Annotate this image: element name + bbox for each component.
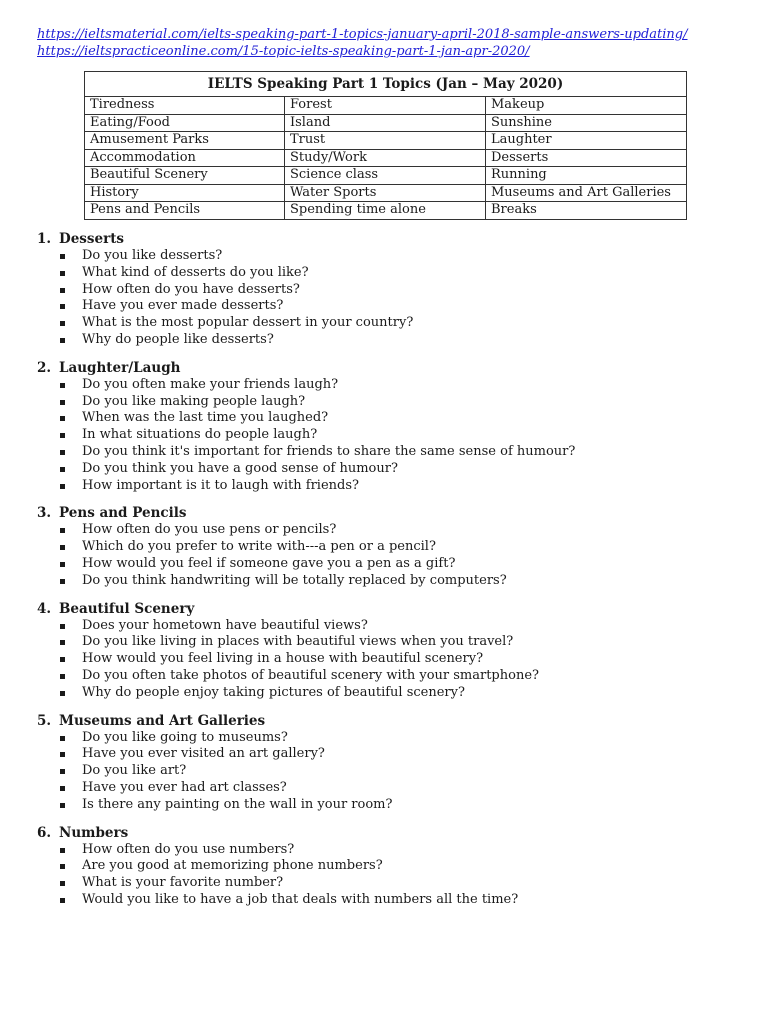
question-list (37, 842, 737, 909)
table-cell: Science class (285, 167, 486, 185)
table-row (85, 184, 687, 202)
question-item (82, 265, 737, 282)
question-item (82, 461, 737, 478)
question-item (82, 797, 737, 814)
table-cell: Study/Work (285, 149, 486, 167)
question-text: How often do you use pens or pencils? (82, 522, 337, 538)
table-cell: Museums and Art Galleries (486, 184, 687, 202)
question-item (82, 556, 737, 573)
question-text: What is the most popular dessert in your country? (82, 315, 414, 331)
question-text: Do you think handwriting will be totally replaced by computers? (82, 572, 507, 588)
question-text: Have you ever visited an art gallery? (82, 746, 325, 762)
section-heading (37, 230, 737, 248)
question-item (82, 858, 737, 875)
question-item (82, 651, 737, 668)
question-item (82, 746, 737, 763)
table-row (85, 97, 687, 115)
table-cell: Makeup (486, 97, 687, 115)
source-link-2[interactable]: https://ieltspracticeonline.com/15-topic-ielts-speaking-part-1-jan-apr-2020/ (37, 44, 530, 59)
square-bullet-icon (60, 416, 65, 421)
table-row (85, 114, 687, 132)
question-text: What kind of desserts do you like? (82, 264, 309, 280)
question-text: Why do people enjoy taking pictures of beautiful scenery? (82, 684, 465, 700)
question-item (82, 780, 737, 797)
question-list (37, 618, 737, 702)
table-cell: Beautiful Scenery (85, 167, 285, 185)
square-bullet-icon (60, 484, 65, 489)
section-heading (37, 824, 737, 842)
table-title: IELTS Speaking Part 1 Topics (Jan – May 2020) (85, 72, 687, 97)
square-bullet-icon (60, 752, 65, 757)
section-title: Beautiful Scenery (59, 600, 195, 617)
question-item (82, 410, 737, 427)
square-bullet-icon (60, 400, 65, 405)
square-bullet-icon (60, 304, 65, 309)
square-bullet-icon (60, 803, 65, 808)
question-item (82, 618, 737, 635)
question-text: When was the last time you laughed? (82, 410, 329, 426)
topic-section (37, 230, 737, 349)
topic-section (37, 504, 737, 589)
table-body (85, 97, 687, 220)
question-item (82, 522, 737, 539)
question-item (82, 282, 737, 299)
section-number: 4. (37, 600, 52, 617)
section-title: Pens and Pencils (59, 505, 187, 522)
square-bullet-icon (60, 321, 65, 326)
square-bullet-icon (60, 674, 65, 679)
table-cell: Trust (285, 132, 486, 150)
section-number: 5. (37, 712, 52, 729)
square-bullet-icon (60, 864, 65, 869)
question-item (82, 842, 737, 859)
question-text: In what situations do people laugh? (82, 427, 318, 443)
question-text: Does your hometown have beautiful views? (82, 617, 368, 633)
square-bullet-icon (60, 640, 65, 645)
question-text: Which do you prefer to write with---a pen or a pencil? (82, 539, 436, 555)
question-text: Do you like living in places with beautiful views when you travel? (82, 634, 514, 650)
square-bullet-icon (60, 624, 65, 629)
question-text: Why do people like desserts? (82, 331, 274, 347)
square-bullet-icon (60, 769, 65, 774)
table-cell: Pens and Pencils (85, 202, 285, 220)
section-title: Laughter/Laugh (59, 359, 181, 376)
table-row (85, 167, 687, 185)
section-number: 2. (37, 359, 52, 376)
table-cell: Water Sports (285, 184, 486, 202)
table-cell: Running (486, 167, 687, 185)
question-text: Do you think you have a good sense of humour? (82, 460, 398, 476)
question-item (82, 875, 737, 892)
question-text: Do you like going to museums? (82, 729, 288, 745)
square-bullet-icon (60, 657, 65, 662)
section-title: Numbers (59, 824, 129, 841)
question-text: Would you like to have a job that deals with numbers all the time? (82, 891, 519, 907)
table-cell: Tiredness (85, 97, 285, 115)
question-text: Are you good at memorizing phone numbers? (82, 858, 383, 874)
question-list (37, 730, 737, 814)
table-cell: Laughter (486, 132, 687, 150)
question-text: How would you feel living in a house with beautiful scenery? (82, 651, 484, 667)
question-item (82, 668, 737, 685)
question-item (82, 315, 737, 332)
section-heading (37, 504, 737, 522)
section-title: Desserts (59, 231, 125, 247)
source-link-1[interactable]: https://ieltsmaterial.com/ielts-speaking-part-1-topics-january-april-2018-sample-answers-updating/ (37, 27, 688, 42)
question-text: Do you often take photos of beautiful scenery with your smartphone? (82, 667, 539, 683)
question-list (37, 377, 737, 495)
question-item (82, 763, 737, 780)
square-bullet-icon (60, 562, 65, 567)
question-list (37, 522, 737, 589)
table-cell: Amusement Parks (85, 132, 285, 150)
question-text: Have you ever made desserts? (82, 298, 284, 314)
question-item (82, 298, 737, 315)
table-row (85, 202, 687, 220)
question-text: Have you ever had art classes? (82, 779, 287, 795)
table-cell: Breaks (486, 202, 687, 220)
square-bullet-icon (60, 450, 65, 455)
topic-section (37, 824, 737, 909)
question-item (82, 427, 737, 444)
question-text: How often do you use numbers? (82, 841, 295, 857)
question-text: How important is it to laugh with friends? (82, 477, 359, 493)
table-cell: Sunshine (486, 114, 687, 132)
square-bullet-icon (60, 736, 65, 741)
section-number: 3. (37, 505, 52, 522)
question-item (82, 377, 737, 394)
table-header-row (85, 72, 687, 97)
table-cell: Spending time alone (285, 202, 486, 220)
topic-section (37, 712, 737, 814)
topic-sections (37, 230, 737, 919)
square-bullet-icon (60, 433, 65, 438)
question-text: Do you like art? (82, 763, 187, 779)
question-item (82, 634, 737, 651)
section-number: 6. (37, 824, 52, 841)
question-text: What is your favorite number? (82, 875, 284, 891)
square-bullet-icon (60, 271, 65, 276)
question-item (82, 573, 737, 590)
question-item (82, 394, 737, 411)
question-item (82, 332, 737, 349)
section-heading (37, 359, 737, 377)
table-cell: Accommodation (85, 149, 285, 167)
table-cell: Desserts (486, 149, 687, 167)
square-bullet-icon (60, 691, 65, 696)
question-item (82, 539, 737, 556)
square-bullet-icon (60, 528, 65, 533)
question-text: How often do you have desserts? (82, 281, 300, 297)
square-bullet-icon (60, 467, 65, 472)
square-bullet-icon (60, 288, 65, 293)
question-item (82, 478, 737, 495)
table-cell: Forest (285, 97, 486, 115)
table-cell: History (85, 184, 285, 202)
question-text: How would you feel if someone gave you a pen as a gift? (82, 555, 456, 571)
question-text: Do you often make your friends laugh? (82, 376, 339, 392)
question-item (82, 248, 737, 265)
question-item (82, 444, 737, 461)
square-bullet-icon (60, 338, 65, 343)
question-text: Is there any painting on the wall in your room? (82, 796, 393, 812)
topic-section (37, 359, 737, 495)
section-heading (37, 600, 737, 618)
topic-section (37, 600, 737, 702)
question-text: Do you like making people laugh? (82, 393, 306, 409)
square-bullet-icon (60, 545, 65, 550)
question-text: Do you like desserts? (82, 248, 223, 263)
square-bullet-icon (60, 579, 65, 584)
question-item (82, 730, 737, 747)
topics-table (84, 71, 687, 220)
table-cell: Eating/Food (85, 114, 285, 132)
section-title: Museums and Art Galleries (59, 712, 266, 729)
table-row (85, 132, 687, 150)
question-item (82, 685, 737, 702)
section-number: 1. (37, 231, 52, 247)
table-row (85, 149, 687, 167)
square-bullet-icon (60, 786, 65, 791)
square-bullet-icon (60, 881, 65, 886)
square-bullet-icon (60, 254, 65, 259)
square-bullet-icon (60, 898, 65, 903)
question-item (82, 892, 737, 909)
table-cell: Island (285, 114, 486, 132)
square-bullet-icon (60, 383, 65, 388)
section-heading (37, 712, 737, 730)
question-text: Do you think it's important for friends to share the same sense of humour? (82, 443, 576, 459)
source-links (37, 26, 688, 60)
question-list (37, 248, 737, 349)
square-bullet-icon (60, 848, 65, 853)
